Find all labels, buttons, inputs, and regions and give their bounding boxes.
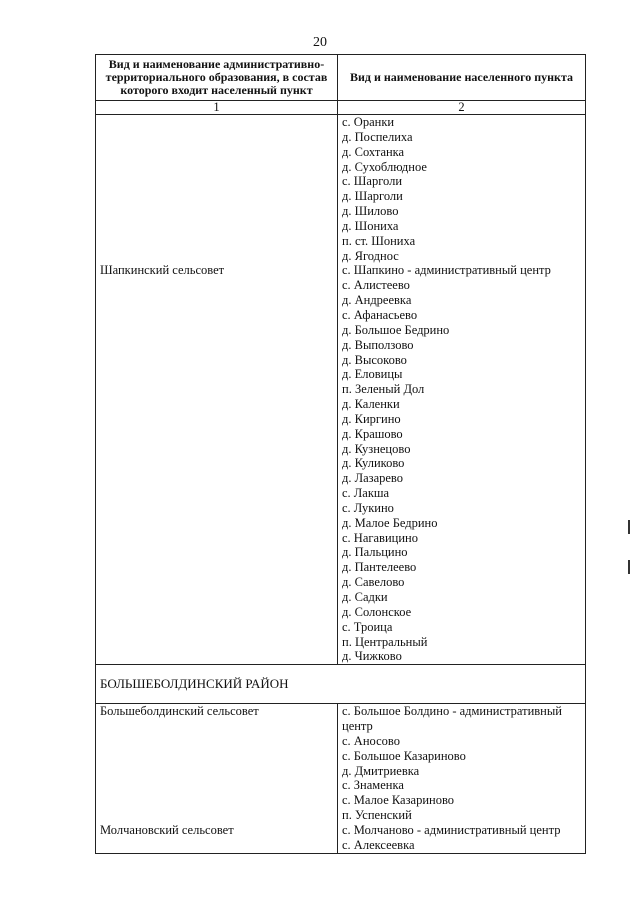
settlement-item: с. Большое Казариново [342, 748, 466, 763]
settlement-item: д. Шониха [342, 218, 399, 233]
settlement-item: п. Центральный [342, 634, 428, 649]
municipality-cell [96, 704, 338, 853]
settlement-item: д. Малое Бедрино [342, 515, 438, 530]
settlement-item: с. Лакша [342, 486, 390, 501]
settlement-item: п. Зеленый Дол [342, 382, 425, 397]
settlement-item: с. Нагавицино [342, 530, 418, 545]
settlement-item: д. Поспелиха [342, 129, 413, 144]
settlement-item: д. Андреевка [342, 293, 412, 308]
municipality-cell [96, 115, 338, 665]
column-header-settlement: Вид и наименование населенного пункта [338, 55, 586, 101]
page-number: 20 [313, 35, 327, 50]
settlement-item: д. Киргино [342, 411, 401, 426]
settlements-table [95, 54, 586, 854]
settlement-item: д. Савелово [342, 575, 405, 590]
settlement-item: с. Алистеево [342, 278, 410, 293]
scan-mark [628, 560, 630, 574]
settlement-item: п. ст. Шониха [342, 233, 416, 248]
settlement-item: д. Шилово [342, 204, 399, 219]
settlement-item: д. Садки [342, 590, 388, 604]
settlement-item: д. Выползово [342, 337, 414, 352]
municipality-name: Большеболдинский сельсовет [100, 704, 259, 719]
settlement-item: с. Лукино [342, 500, 394, 515]
settlement-item: д. Дмитриевка [342, 763, 420, 778]
scan-mark [628, 520, 630, 534]
settlement-item: д. Пантелеево [342, 560, 417, 575]
settlement-item: с. Алексеевка [342, 837, 415, 852]
column-number-1: 1 [96, 101, 338, 115]
settlement-item: д. Кузнецово [342, 441, 411, 456]
settlement-item: д. Крашово [342, 426, 403, 441]
settlement-item: д. Большое Бедрино [342, 322, 450, 337]
settlement-item: д. Каленки [342, 397, 400, 412]
column-number-2: 2 [338, 101, 586, 115]
settlement-item: д. Солонское [342, 604, 412, 619]
district-name: БОЛЬШЕБОЛДИНСКИЙ РАЙОН [96, 665, 586, 704]
table-header-row [96, 55, 586, 101]
settlement-item: с. Знаменка [342, 778, 404, 793]
settlement-item: д. Сохтанка [342, 144, 405, 159]
settlement-list [338, 115, 586, 665]
table-row-shapkinsky [96, 115, 586, 665]
column-header-municipality: Вид и наименование административно-территориального образования, в состав которого входит населенный пункт [96, 55, 338, 101]
settlement-item: с. Шапкино - административный центр [342, 263, 551, 278]
municipality-name: Шапкинский сельсовет [100, 263, 225, 277]
settlement-item: с. Афанасьево [342, 307, 418, 322]
column-number-row [96, 101, 586, 115]
settlement-item: с. Малое Казариново [342, 793, 455, 808]
settlement-item: д. Лазарево [342, 471, 403, 486]
settlement-item: с. Молчаново - административный центр [342, 822, 561, 837]
settlement-item: д. Куликово [342, 456, 405, 471]
settlement-item: д. Высоково [342, 352, 407, 367]
settlement-item: с. Аносово [342, 733, 400, 748]
settlement-list [338, 704, 586, 853]
settlement-item: д. Ягоднос [342, 248, 399, 263]
settlement-item: с. Троица [342, 619, 393, 634]
settlement-item: д. Сухоблюдное [342, 159, 427, 174]
settlement-item: с. Большое Болдино - административный центр [342, 704, 562, 734]
settlement-item: п. Успенский [342, 808, 412, 823]
municipality-name: Молчановский сельсовет [100, 823, 234, 838]
settlement-item: д. Чижково [342, 649, 402, 664]
settlement-item: с. Оранки [342, 115, 395, 129]
settlement-item: д. Еловицы [342, 367, 403, 382]
settlement-item: с. Шарголи [342, 174, 403, 189]
table-row-bolshebodinsky [96, 704, 586, 853]
settlement-item: д. Пальцино [342, 545, 408, 560]
settlement-item: д. Шарголи [342, 189, 403, 204]
district-row [96, 665, 586, 704]
